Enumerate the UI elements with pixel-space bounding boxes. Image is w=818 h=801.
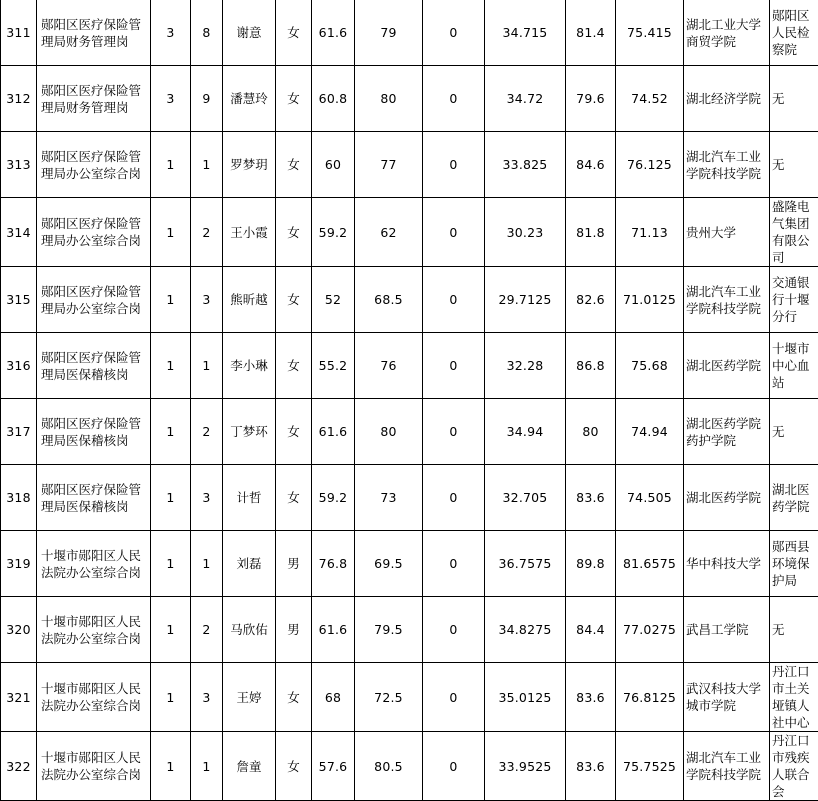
professional-score-cell: 62 — [355, 198, 423, 267]
bonus-cell: 0 — [423, 732, 485, 801]
written-weighted-cell: 34.72 — [485, 66, 566, 132]
total-score-cell: 71.13 — [616, 198, 684, 267]
quota-cell: 1 — [151, 531, 191, 597]
rank-cell: 2 — [191, 597, 223, 663]
interview-score-cell: 80 — [566, 399, 616, 465]
seq-cell: 319 — [1, 531, 37, 597]
name-cell: 李小琳 — [223, 333, 276, 399]
employer-cell: 无 — [770, 132, 818, 198]
interview-score-cell: 79.6 — [566, 66, 616, 132]
employer-cell: 交通银行十堰分行 — [770, 267, 818, 333]
interview-score-cell: 83.6 — [566, 732, 616, 801]
interview-score-cell: 89.8 — [566, 531, 616, 597]
employer-cell: 无 — [770, 66, 818, 132]
written-score-cell: 61.6 — [312, 399, 355, 465]
written-weighted-cell: 32.28 — [485, 333, 566, 399]
written-weighted-cell: 36.7575 — [485, 531, 566, 597]
name-cell: 王婷 — [223, 663, 276, 732]
total-score-cell: 81.6575 — [616, 531, 684, 597]
gender-cell: 女 — [276, 267, 312, 333]
rank-cell: 1 — [191, 132, 223, 198]
gender-cell: 男 — [276, 531, 312, 597]
table-row — [1, 399, 818, 465]
gender-cell: 女 — [276, 663, 312, 732]
interview-score-cell: 83.6 — [566, 465, 616, 531]
position-cell: 郧阳区医疗保险管理局办公室综合岗 — [37, 198, 151, 267]
professional-score-cell: 69.5 — [355, 531, 423, 597]
gender-cell: 男 — [276, 597, 312, 663]
name-cell: 刘磊 — [223, 531, 276, 597]
written-weighted-cell: 32.705 — [485, 465, 566, 531]
bonus-cell: 0 — [423, 465, 485, 531]
rank-cell: 2 — [191, 399, 223, 465]
bonus-cell: 0 — [423, 399, 485, 465]
interview-score-cell: 84.4 — [566, 597, 616, 663]
total-score-cell: 76.125 — [616, 132, 684, 198]
written-weighted-cell: 34.715 — [485, 0, 566, 66]
position-cell: 郧阳区医疗保险管理局医保稽核岗 — [37, 399, 151, 465]
name-cell: 詹童 — [223, 732, 276, 801]
total-score-cell: 75.68 — [616, 333, 684, 399]
bonus-cell: 0 — [423, 333, 485, 399]
interview-score-cell: 81.8 — [566, 198, 616, 267]
bonus-cell: 0 — [423, 198, 485, 267]
written-score-cell: 57.6 — [312, 732, 355, 801]
quota-cell: 1 — [151, 132, 191, 198]
professional-score-cell: 72.5 — [355, 663, 423, 732]
position-cell: 郧阳区医疗保险管理局办公室综合岗 — [37, 267, 151, 333]
written-weighted-cell: 33.825 — [485, 132, 566, 198]
employer-cell: 无 — [770, 399, 818, 465]
position-cell: 郧阳区医疗保险管理局医保稽核岗 — [37, 333, 151, 399]
bonus-cell: 0 — [423, 66, 485, 132]
quota-cell: 1 — [151, 663, 191, 732]
rank-cell: 3 — [191, 267, 223, 333]
school-cell: 湖北医药学院药护学院 — [684, 399, 770, 465]
position-cell: 郧阳区医疗保险管理局财务管理岗 — [37, 66, 151, 132]
school-cell: 湖北医药学院 — [684, 333, 770, 399]
employer-cell: 盛隆电气集团有限公司 — [770, 198, 818, 267]
seq-cell: 314 — [1, 198, 37, 267]
written-score-cell: 61.6 — [312, 597, 355, 663]
quota-cell: 1 — [151, 732, 191, 801]
position-cell: 郧阳区医疗保险管理局财务管理岗 — [37, 0, 151, 66]
bonus-cell: 0 — [423, 0, 485, 66]
gender-cell: 女 — [276, 198, 312, 267]
rank-cell: 1 — [191, 732, 223, 801]
school-cell: 武汉科技大学城市学院 — [684, 663, 770, 732]
employer-cell: 十堰市中心血站 — [770, 333, 818, 399]
interview-score-cell: 86.8 — [566, 333, 616, 399]
bonus-cell: 0 — [423, 663, 485, 732]
written-weighted-cell: 35.0125 — [485, 663, 566, 732]
employer-cell: 郧西县环境保护局 — [770, 531, 818, 597]
table-row — [1, 0, 818, 66]
seq-cell: 315 — [1, 267, 37, 333]
employer-cell: 丹江口市土关垭镇人社中心 — [770, 663, 818, 732]
school-cell: 湖北工业大学商贸学院 — [684, 0, 770, 66]
quota-cell: 1 — [151, 465, 191, 531]
seq-cell: 321 — [1, 663, 37, 732]
gender-cell: 女 — [276, 66, 312, 132]
name-cell: 计哲 — [223, 465, 276, 531]
employer-cell: 郧阳区人民检察院 — [770, 0, 818, 66]
table-row — [1, 66, 818, 132]
interview-score-cell: 81.4 — [566, 0, 616, 66]
name-cell: 丁梦环 — [223, 399, 276, 465]
written-weighted-cell: 33.9525 — [485, 732, 566, 801]
school-cell: 贵州大学 — [684, 198, 770, 267]
position-cell: 十堰市郧阳区人民法院办公室综合岗 — [37, 732, 151, 801]
professional-score-cell: 80 — [355, 399, 423, 465]
written-score-cell: 55.2 — [312, 333, 355, 399]
written-weighted-cell: 29.7125 — [485, 267, 566, 333]
written-score-cell: 68 — [312, 663, 355, 732]
rank-cell: 1 — [191, 531, 223, 597]
position-cell: 十堰市郧阳区人民法院办公室综合岗 — [37, 663, 151, 732]
interview-score-cell: 84.6 — [566, 132, 616, 198]
quota-cell: 1 — [151, 597, 191, 663]
name-cell: 王小霞 — [223, 198, 276, 267]
school-cell: 湖北医药学院 — [684, 465, 770, 531]
seq-cell: 317 — [1, 399, 37, 465]
employer-cell: 湖北医药学院 — [770, 465, 818, 531]
rank-cell: 1 — [191, 333, 223, 399]
written-weighted-cell: 30.23 — [485, 198, 566, 267]
written-weighted-cell: 34.8275 — [485, 597, 566, 663]
quota-cell: 3 — [151, 66, 191, 132]
total-score-cell: 74.94 — [616, 399, 684, 465]
professional-score-cell: 76 — [355, 333, 423, 399]
seq-cell: 316 — [1, 333, 37, 399]
total-score-cell: 74.505 — [616, 465, 684, 531]
table-row — [1, 663, 818, 732]
school-cell: 湖北经济学院 — [684, 66, 770, 132]
position-cell: 郧阳区医疗保险管理局办公室综合岗 — [37, 132, 151, 198]
school-cell: 华中科技大学 — [684, 531, 770, 597]
bonus-cell: 0 — [423, 597, 485, 663]
total-score-cell: 75.415 — [616, 0, 684, 66]
seq-cell: 322 — [1, 732, 37, 801]
professional-score-cell: 68.5 — [355, 267, 423, 333]
rank-cell: 3 — [191, 663, 223, 732]
seq-cell: 311 — [1, 0, 37, 66]
written-score-cell: 52 — [312, 267, 355, 333]
rank-cell: 8 — [191, 0, 223, 66]
rank-cell: 9 — [191, 66, 223, 132]
gender-cell: 女 — [276, 333, 312, 399]
professional-score-cell: 80 — [355, 66, 423, 132]
written-score-cell: 60.8 — [312, 66, 355, 132]
table-row — [1, 732, 818, 801]
school-cell: 武昌工学院 — [684, 597, 770, 663]
seq-cell: 320 — [1, 597, 37, 663]
position-cell: 郧阳区医疗保险管理局医保稽核岗 — [37, 465, 151, 531]
interview-score-cell: 83.6 — [566, 663, 616, 732]
total-score-cell: 77.0275 — [616, 597, 684, 663]
gender-cell: 女 — [276, 732, 312, 801]
gender-cell: 女 — [276, 0, 312, 66]
seq-cell: 318 — [1, 465, 37, 531]
table-row — [1, 531, 818, 597]
position-cell: 十堰市郧阳区人民法院办公室综合岗 — [37, 597, 151, 663]
total-score-cell: 74.52 — [616, 66, 684, 132]
table-row — [1, 198, 818, 267]
name-cell: 潘慧玲 — [223, 66, 276, 132]
professional-score-cell: 79.5 — [355, 597, 423, 663]
written-score-cell: 59.2 — [312, 198, 355, 267]
interview-score-cell: 82.6 — [566, 267, 616, 333]
rank-cell: 3 — [191, 465, 223, 531]
total-score-cell: 75.7525 — [616, 732, 684, 801]
table-row — [1, 597, 818, 663]
school-cell: 湖北汽车工业学院科技学院 — [684, 267, 770, 333]
school-cell: 湖北汽车工业学院科技学院 — [684, 132, 770, 198]
quota-cell: 3 — [151, 0, 191, 66]
bonus-cell: 0 — [423, 132, 485, 198]
professional-score-cell: 73 — [355, 465, 423, 531]
bonus-cell: 0 — [423, 531, 485, 597]
bonus-cell: 0 — [423, 267, 485, 333]
rank-cell: 2 — [191, 198, 223, 267]
gender-cell: 女 — [276, 465, 312, 531]
name-cell: 熊昕越 — [223, 267, 276, 333]
written-score-cell: 60 — [312, 132, 355, 198]
written-score-cell: 61.6 — [312, 0, 355, 66]
gender-cell: 女 — [276, 132, 312, 198]
seq-cell: 312 — [1, 66, 37, 132]
employer-cell: 无 — [770, 597, 818, 663]
school-cell: 湖北汽车工业学院科技学院 — [684, 732, 770, 801]
quota-cell: 1 — [151, 267, 191, 333]
professional-score-cell: 77 — [355, 132, 423, 198]
table-row — [1, 333, 818, 399]
written-weighted-cell: 34.94 — [485, 399, 566, 465]
written-score-cell: 76.8 — [312, 531, 355, 597]
gender-cell: 女 — [276, 399, 312, 465]
total-score-cell: 76.8125 — [616, 663, 684, 732]
table-row — [1, 267, 818, 333]
employer-cell: 丹江口市残疾人联合会 — [770, 732, 818, 801]
table-row — [1, 132, 818, 198]
quota-cell: 1 — [151, 399, 191, 465]
table-row — [1, 465, 818, 531]
professional-score-cell: 79 — [355, 0, 423, 66]
name-cell: 罗梦玥 — [223, 132, 276, 198]
seq-cell: 313 — [1, 132, 37, 198]
quota-cell: 1 — [151, 198, 191, 267]
position-cell: 十堰市郧阳区人民法院办公室综合岗 — [37, 531, 151, 597]
written-score-cell: 59.2 — [312, 465, 355, 531]
professional-score-cell: 80.5 — [355, 732, 423, 801]
quota-cell: 1 — [151, 333, 191, 399]
name-cell: 马欣佑 — [223, 597, 276, 663]
table-body — [1, 0, 818, 801]
total-score-cell: 71.0125 — [616, 267, 684, 333]
name-cell: 谢意 — [223, 0, 276, 66]
